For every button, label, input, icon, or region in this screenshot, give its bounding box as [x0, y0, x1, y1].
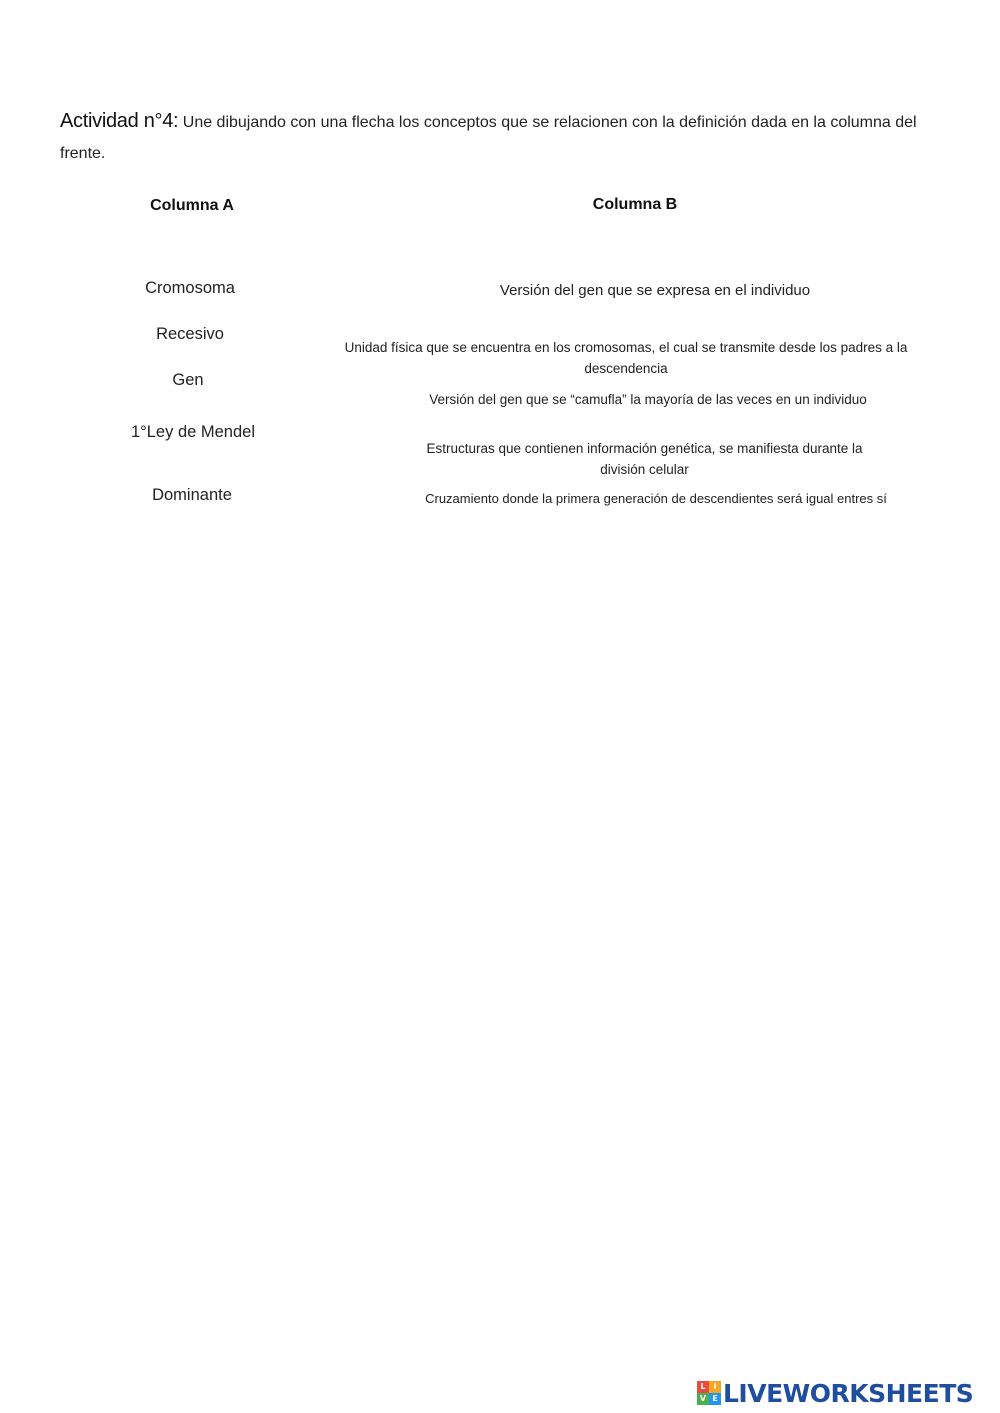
concept-item[interactable]: 1°Ley de Mendel	[130, 423, 256, 441]
definition-item[interactable]: Versión del gen que se “camufla” la mayoría de las veces en un individuo	[429, 392, 867, 407]
concept-item[interactable]: Dominante	[152, 486, 232, 504]
definition-item[interactable]: Unidad física que se encuentra en los cromosomas, el cual se transmite desde los padres a la descendencia	[344, 340, 908, 376]
definition-item[interactable]: Estructuras que contienen información genética, se manifiesta durante la división celular	[426, 441, 863, 477]
column-a-header: Columna A	[150, 197, 234, 214]
logo-letter-v: V	[697, 1393, 709, 1405]
definition-item[interactable]: Cruzamiento donde la primera generación de descendientes será igual entres sí	[425, 491, 887, 506]
concept-item[interactable]: Recesivo	[156, 325, 224, 343]
activity-title: Actividad n°4:	[60, 110, 179, 132]
concept-item[interactable]: Cromosoma	[145, 279, 235, 297]
definition-item[interactable]: Versión del gen que se expresa en el individuo	[499, 282, 811, 299]
logo-letter-l: L	[697, 1381, 709, 1393]
activity-text: Une dibujando con una flecha los conceptos que se relacionen con la definición dada en la columna del frente.	[60, 114, 917, 162]
logo-letter-e: E	[709, 1393, 721, 1405]
brand-logo-icon	[697, 1381, 721, 1405]
concept-item[interactable]: Gen	[172, 371, 204, 389]
column-b-header: Columna B	[592, 196, 678, 213]
brand-name: LIVEWORKSHEETS	[723, 1378, 974, 1408]
activity-instruction	[60, 106, 940, 169]
logo-letter-i: I	[709, 1381, 721, 1393]
liveworksheets-logo	[697, 1378, 973, 1408]
